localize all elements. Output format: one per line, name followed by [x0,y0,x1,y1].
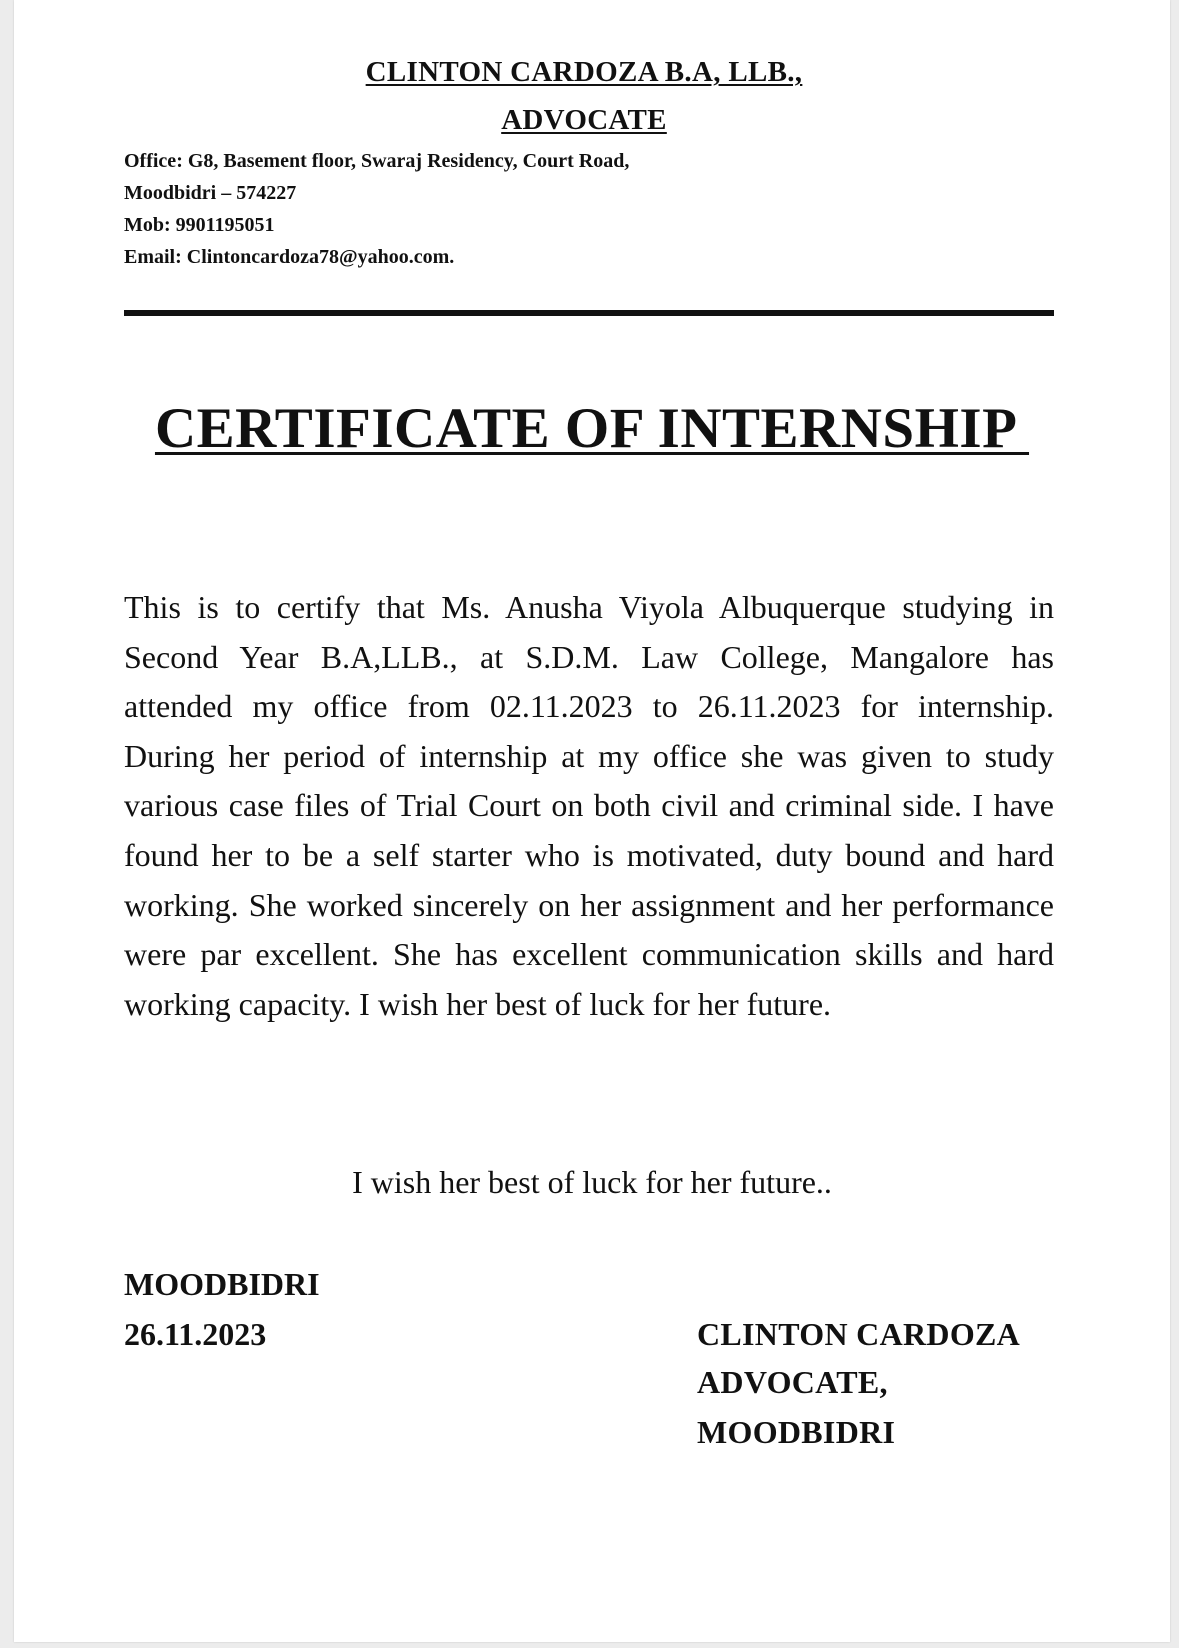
email-address: Email: Clintoncardoza78@yahoo.com. [124,246,455,268]
certificate-body: This is to certify that Ms. Anusha Viyola Albuquerque studying in Second Year B.A,LLB., at S.D.M. Law College, Mangalore has attended my office from 02.11.2023 to 26.11.2023 for internship. During her period of internship at my office she was given to study various case files of Trial Court on both civil and criminal side. I have found her to be a self starter who is motivated, duty bound and hard working. She worked sincerely on her assignment and her performance were par excellent. She has excellent communication skills and hard working capacity. I wish her best of luck for her future. [124,589,1054,1022]
letterhead-name: CLINTON CARDOZA B.A, LLB., [365,56,803,88]
letterhead-title: ADVOCATE [501,104,667,136]
signatory-name: CLINTON CARDOZA [697,1316,1021,1352]
issue-place: MOODBIDRI [124,1266,320,1302]
office-address: Office: G8, Basement floor, Swaraj Residency, Court Road, [124,150,630,172]
signatory-place: MOODBIDRI [697,1414,896,1450]
issue-date: 26.11.2023 [124,1316,267,1352]
closing-wish: I wish her best of luck for her future.. [352,1164,832,1200]
signatory-title: ADVOCATE, [697,1364,888,1400]
certificate-title: CERTIFICATE OF INTERNSHIP [154,397,1030,460]
office-city: Moodbidri – 574227 [124,182,297,204]
mobile-number: Mob: 9901195051 [124,214,275,236]
document-page [14,0,1170,1642]
header-divider [124,310,1054,316]
